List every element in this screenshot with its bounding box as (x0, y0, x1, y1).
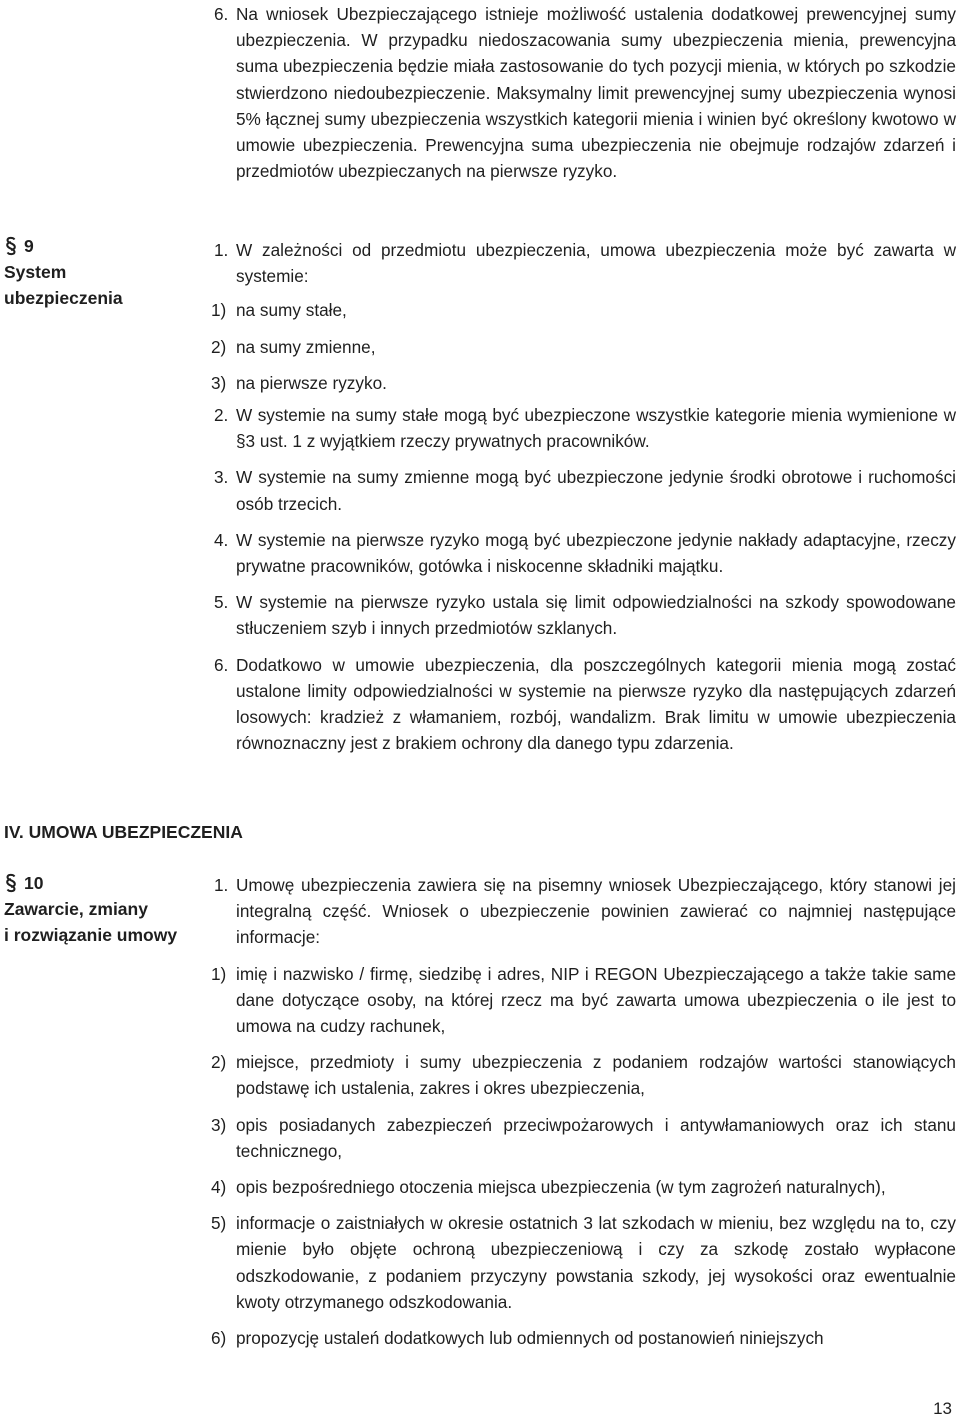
sub-item (192, 334, 956, 360)
sub-item-text: miejsce, przedmioty i sumy ubezpieczenia z podaniem rodzajów wartości stanowiących podstawę ich ustalenia, zakres i okres ubezpieczenia, (236, 1052, 956, 1099)
sub-item (192, 1112, 956, 1164)
list-item (214, 464, 956, 516)
sub-item (192, 1325, 956, 1351)
section-title-line: i rozwiązanie umowy (4, 925, 178, 945)
section-sign-icon (4, 873, 18, 893)
list-item (214, 1, 956, 184)
item-number: 1. (214, 875, 229, 895)
page-number: 13 (933, 1399, 952, 1418)
sub-item (192, 1210, 956, 1315)
sub-item-text: opis bezpośredniego otoczenia miejsca ubezpieczenia (w tym zagrożeń naturalnych), (236, 1177, 886, 1198)
sub-item-text: imię i nazwisko / firmę, siedzibę i adres, NIP i REGON Ubezpieczającego a także takie same dane dotyczące osoby, na której rzecz ma być zawarta umowa ubezpieczenia o ile jest to umowa na cudzy rachunek, (236, 963, 956, 1037)
item-text: W systemie na sumy stałe mogą być ubezpieczone wszystkie kategorie mienia wymienione w §3 ust. 1 z wyjątkiem rzeczy prywatnych pracowników. (236, 405, 956, 452)
section-title-line: ubezpieczenia (4, 288, 123, 308)
item-number: 6. (214, 4, 229, 24)
sub-item-number: 3) (211, 372, 227, 393)
section-title-line: Zawarcie, zmiany (4, 899, 148, 919)
sub-item-number: 3) (211, 1114, 227, 1135)
section-number: 10 (24, 873, 44, 893)
sub-item-number: 2) (211, 1052, 227, 1073)
sub-item (192, 370, 956, 396)
item-number: 3. (214, 467, 229, 488)
sub-item-number: 1) (211, 300, 227, 321)
list-item (214, 589, 956, 641)
list-item (214, 652, 956, 757)
sub-item-text: opis posiadanych zabezpieczeń przeciwpożarowych i antywłamaniowych oraz ich stanu technicznego, (236, 1114, 956, 1161)
sub-item-text: propozycję ustaleń dodatkowych lub odmiennych od postanowień niniejszych (236, 1328, 824, 1349)
sub-item-number: 6) (211, 1328, 227, 1349)
item-number: 6. (214, 654, 229, 675)
item-number: 5. (214, 592, 229, 613)
chapter-heading: IV. UMOWA UBEZPIECZENIA (4, 822, 243, 842)
sub-item (192, 1174, 956, 1200)
section-10-body (211, 872, 956, 1351)
list-item (214, 872, 956, 951)
sub-item-text: na sumy zmienne, (236, 336, 376, 357)
sub-item-number: 4) (211, 1177, 227, 1198)
section-9-body (211, 237, 956, 756)
section-number: 9 (24, 236, 34, 256)
item-text: Umowę ubezpieczenia zawiera się na pisemny wniosek Ubezpieczającego, który stanowi jej integralną część. Wniosek o ubezpieczenie powinien zawierać co najmniej następujące informacje: (236, 875, 956, 948)
sub-item-text: informacje o zaistniałych w okresie ostatnich 3 lat szkodach w mieniu, bez względu na to, czy mienie było objęte ochroną ubezpieczeniową i czy za szkodę zostało wypłacone odszkodowanie, z podaniem przyczyny powstania szkody, jej wysokości oraz ewentualnie kwoty otrzymanego odszkodowania. (236, 1213, 956, 1312)
list-item (214, 402, 956, 454)
sub-item-text: na sumy stałe, (236, 300, 347, 321)
item-number: 1. (214, 240, 229, 260)
list-item (214, 527, 956, 579)
sub-item (192, 297, 956, 323)
item-number: 4. (214, 529, 229, 550)
section-9-title (4, 233, 123, 311)
top-block (214, 1, 956, 184)
item-number: 2. (214, 405, 229, 426)
sub-item-text: na pierwsze ryzyko. (236, 372, 387, 393)
sub-item-number: 1) (211, 963, 227, 984)
item-text: W systemie na sumy zmienne mogą być ubezpieczone jedynie środki obrotowe i ruchomości osób trzecich. (236, 467, 956, 514)
item-text: Na wniosek Ubezpieczającego istnieje możliwość ustalenia dodatkowej prewencyjnej sumy ubezpieczenia. W przypadku niedoszacowania sumy ubezpieczenia mienia, prewencyjna suma ubezpieczenia będzie miała zastosowanie do tych pozycji mienia, w których po szkodzie stwierdzono niedoubezpieczenie. Maksymalny limit prewencyjnej sumy ubezpieczenia wynosi 5% łącznej sumy ubezpieczenia wszystkich kategorii mienia i winien być określony kwotowo w umowie ubezpieczenia. Prewencyjna suma ubezpieczenia nie obejmuje rodzajów zdarzeń i przedmiotów ubezpieczanych na pierwsze ryzyko. (236, 4, 956, 182)
sub-item (192, 1049, 956, 1101)
section-10-title (4, 870, 177, 948)
item-text: W zależności od przedmiotu ubezpieczenia, umowa ubezpieczenia może być zawarta w systemie: (236, 240, 956, 287)
section-sign-icon (4, 236, 18, 256)
item-text: Dodatkowo w umowie ubezpieczenia, dla poszczególnych kategorii mienia mogą zostać ustalone limity odpowiedzialności w systemie na pierwsze ryzyko dla następujących zdarzeń losowych: kradzież z włamaniem, rozbój, wandalizm. Brak limitu w umowie ubezpieczenia równoznaczny jest z brakiem ochrony dla danego typu zdarzenia. (236, 654, 956, 754)
sub-item (192, 961, 956, 1040)
sub-item-number: 5) (211, 1213, 227, 1234)
item-text: W systemie na pierwsze ryzyko ustala się limit odpowiedzialności na szkody spowodowane stłuczeniem szyb i innych przedmiotów szklanych. (236, 592, 956, 639)
sub-item-number: 2) (211, 336, 227, 357)
list-item (214, 237, 956, 289)
item-text: W systemie na pierwsze ryzyko mogą być ubezpieczone jedynie nakłady adaptacyjne, rzeczy prywatne pracowników, gotówka i niskocenne składniki majątku. (236, 529, 956, 577)
section-title-line: System (4, 262, 67, 282)
